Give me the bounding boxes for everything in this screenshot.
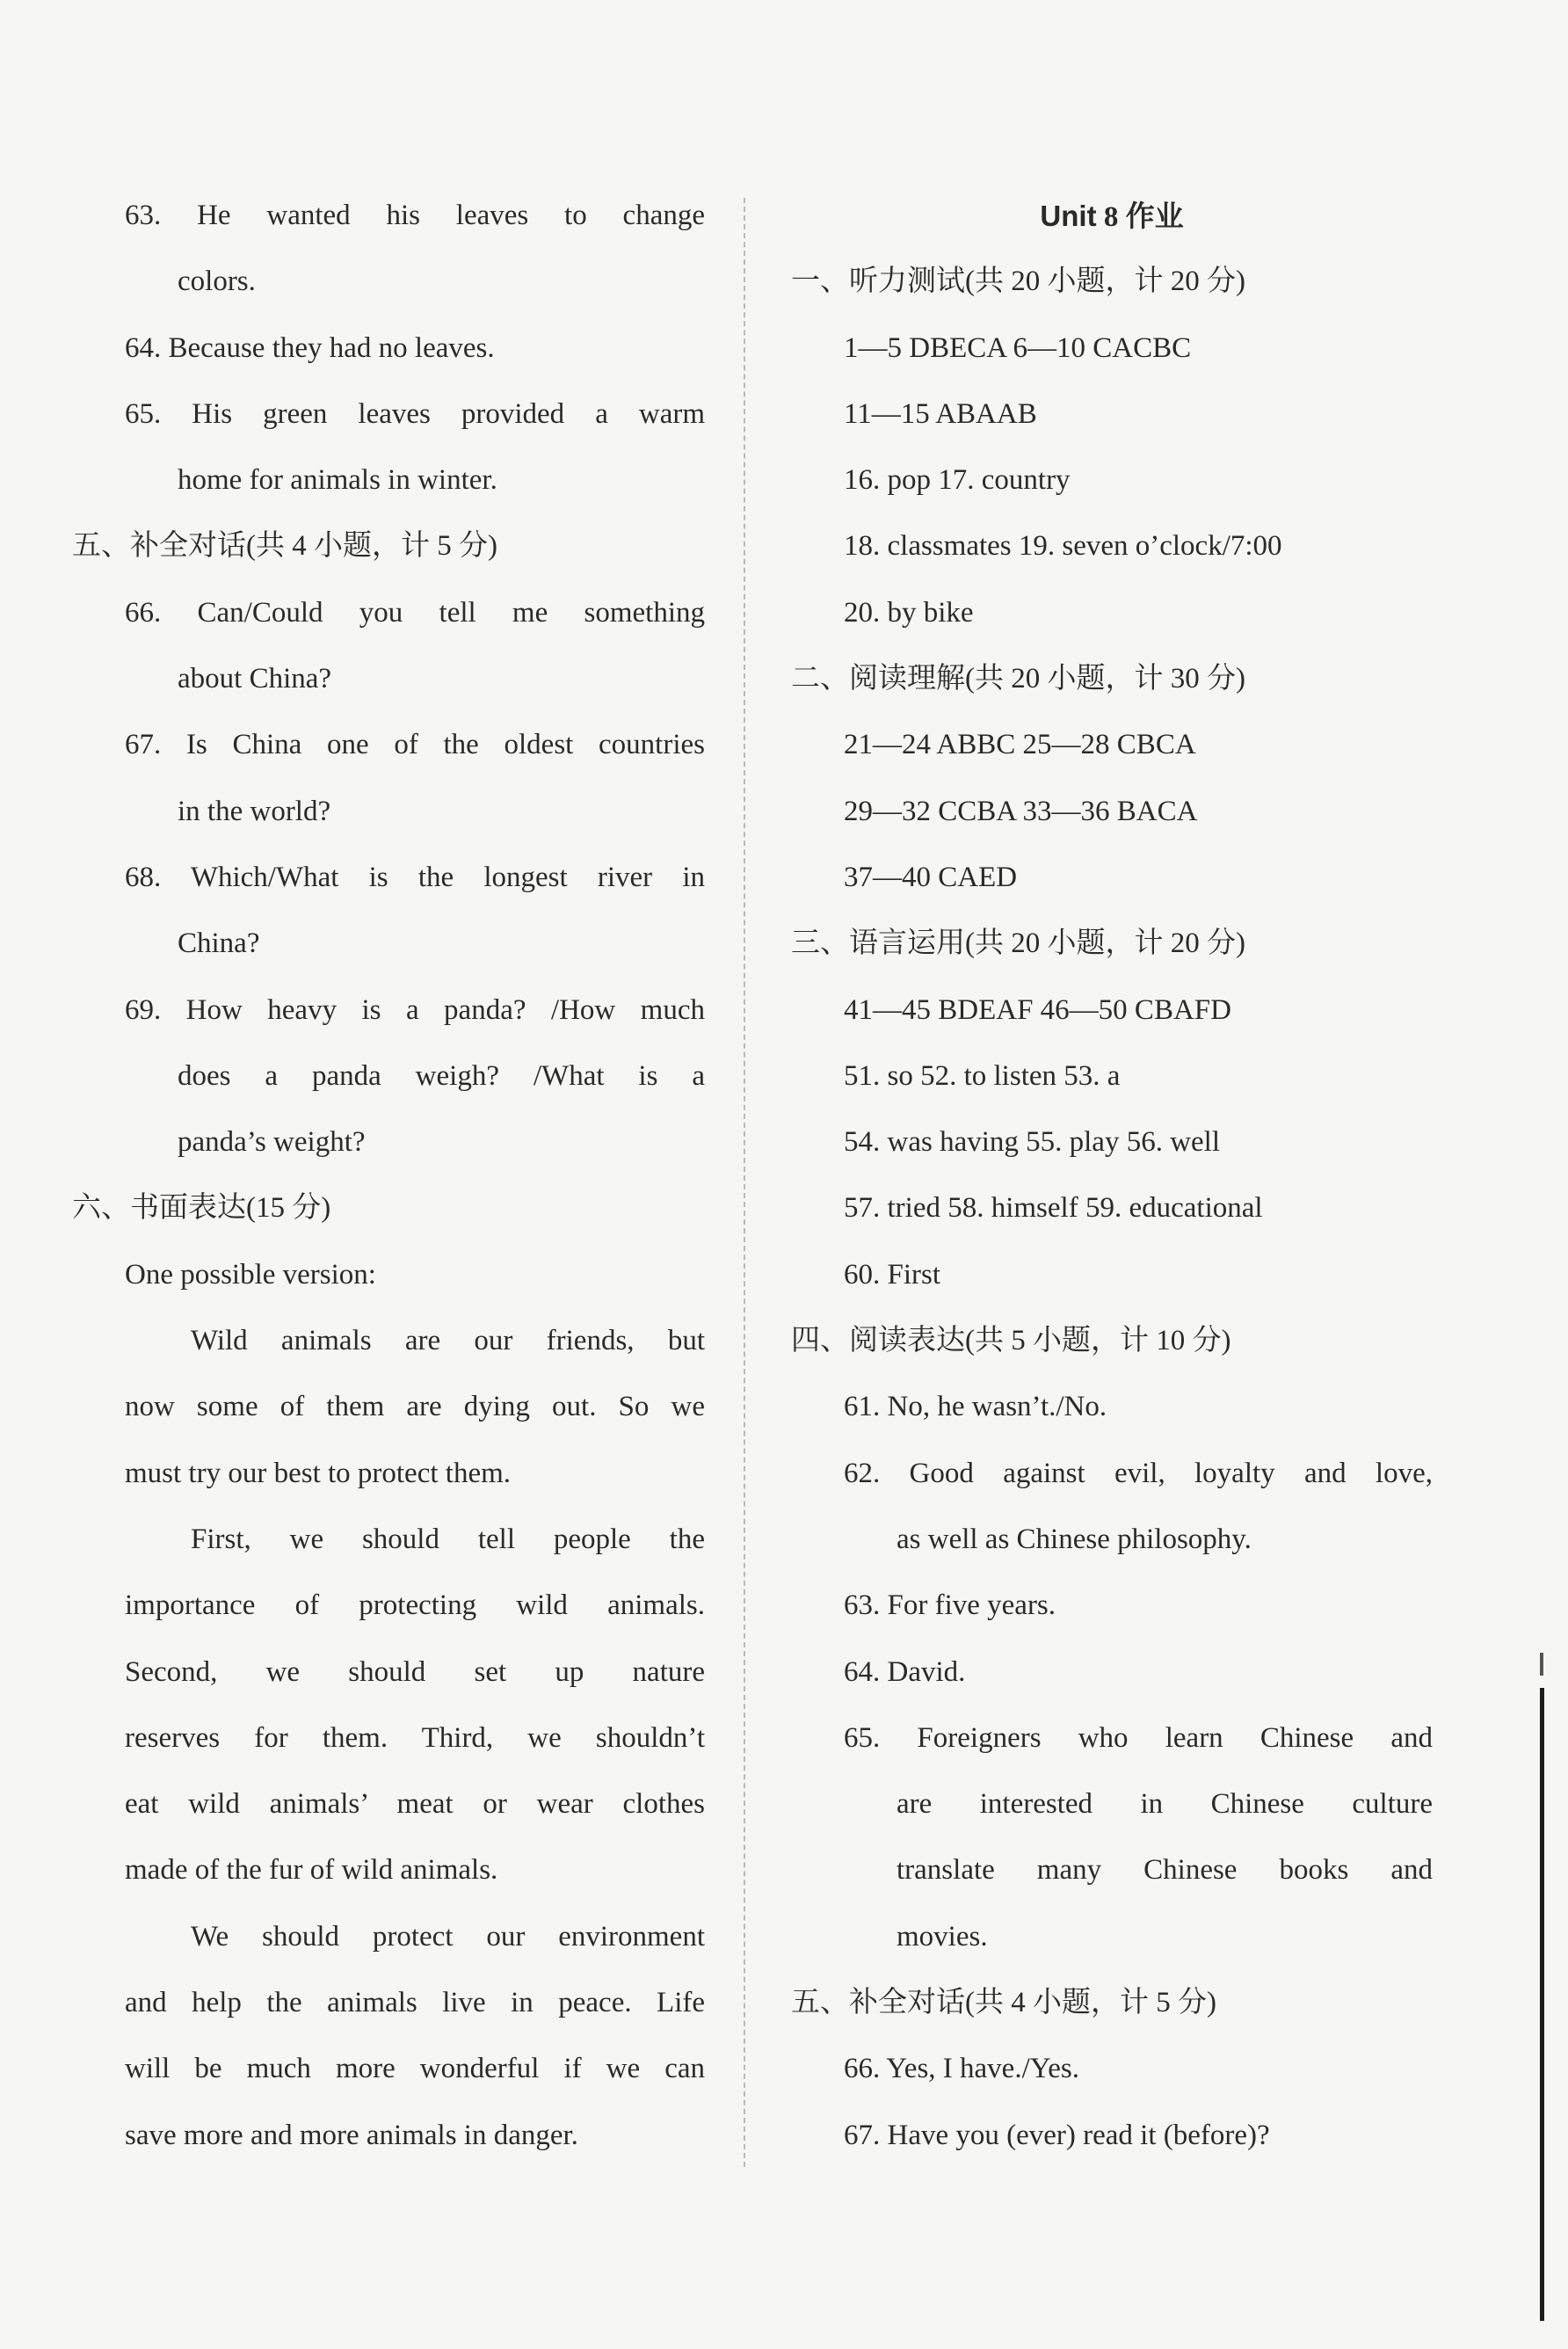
answer-line: movies. (897, 1920, 988, 1953)
section-heading: 五、补全对话(共 4 小题，计 5 分) (72, 530, 497, 563)
answer-line: 65. His green leaves provided a warm (125, 397, 705, 430)
section-heading: 二、阅读理解(共 20 小题，计 30 分) (791, 663, 1245, 695)
answer-line: 57. tried 58. himself 59. educational (844, 1192, 1263, 1225)
answer-line: 61. No, he wasn’t./No. (844, 1391, 1107, 1423)
answer-line: in the world? (178, 795, 331, 827)
answer-line: reserves for them. Third, we shouldn’t (125, 1721, 705, 1754)
answer-line: 64. Because they had no leaves. (125, 331, 495, 364)
unit-title (791, 183, 1433, 249)
unit-title-unit: Unit (1040, 200, 1097, 232)
answer-line: 63. For five years. (844, 1589, 1056, 1622)
answer-line: 41—45 BDEAF 46—50 CBAFD (844, 993, 1231, 1026)
answer-line: 51. so 52. to listen 53. a (844, 1059, 1121, 1092)
answer-line: 18. classmates 19. seven o’clock/7:00 (844, 530, 1282, 563)
page-edge-mark (1540, 1688, 1544, 2321)
answer-line: made of the fur of wild animals. (125, 1854, 498, 1887)
answer-line: does a panda weigh? /What is a (178, 1059, 705, 1092)
answer-line: 69. How heavy is a panda? /How much (125, 993, 705, 1026)
section-heading: 一、听力测试(共 20 小题，计 20 分) (791, 265, 1245, 298)
answer-line: colors. (178, 265, 256, 298)
answer-line: must try our best to protect them. (125, 1457, 512, 1489)
answer-line: 64. David. (844, 1655, 966, 1688)
answer-line: Second, we should set up nature (125, 1655, 705, 1688)
answer-line: 67. Have you (ever) read it (before)? (844, 2119, 1270, 2151)
answer-line: 65. Foreigners who learn Chinese and (844, 1721, 1433, 1754)
unit-title-rest: 8 作业 (1096, 201, 1184, 233)
answer-line: 60. First (844, 1258, 941, 1291)
answer-line: about China? (178, 663, 332, 695)
answer-line: 16. pop 17. country (844, 464, 1071, 497)
answer-line: 66. Can/Could you tell me something (125, 596, 705, 629)
answer-line: translate many Chinese books and (897, 1854, 1433, 1887)
answer-line: 20. by bike (844, 596, 974, 629)
answer-line: save more and more animals in danger. (125, 2119, 578, 2151)
answer-line: 66. Yes, I have./Yes. (844, 2053, 1080, 2085)
answer-line: 67. Is China one of the oldest countries (125, 729, 705, 761)
section-heading: 四、阅读表达(共 5 小题，计 10 分) (791, 1325, 1231, 1357)
answer-line: 37—40 CAED (844, 861, 1018, 893)
right-column (791, 183, 1433, 2169)
section-heading: 三、语言运用(共 20 小题，计 20 分) (791, 927, 1245, 960)
answer-line: One possible version: (125, 1258, 376, 1291)
answer-line: home for animals in winter. (178, 464, 497, 497)
answer-line: 11—15 ABAAB (844, 397, 1037, 430)
column-divider (744, 198, 745, 2167)
answer-line: Wild animals are our friends, but (191, 1325, 705, 1357)
answer-line: 63. He wanted his leaves to change (125, 200, 705, 231)
answer-line: eat wild animals’ meat or wear clothes (125, 1788, 705, 1821)
section-heading: 五、补全对话(共 4 小题，计 5 分) (791, 1987, 1216, 2019)
answer-line: 29—32 CCBA 33—36 BACA (844, 795, 1198, 827)
answer-line: and help the animals live in peace. Life (125, 1987, 705, 2019)
answer-line: 54. was having 55. play 56. well (844, 1126, 1221, 1159)
answer-line: panda’s weight? (178, 1126, 366, 1159)
answer-line: will be much more wonderful if we can (125, 2053, 705, 2085)
answer-line: 21—24 ABBC 25—28 CBCA (844, 729, 1196, 761)
answer-line: 68. Which/What is the longest river in (125, 861, 705, 893)
answer-line: China? (178, 927, 260, 960)
answer-line: now some of them are dying out. So we (125, 1391, 705, 1423)
section-heading: 六、书面表达(15 分) (72, 1192, 331, 1225)
answer-line: importance of protecting wild animals. (125, 1589, 705, 1622)
answer-line: as well as Chinese philosophy. (897, 1523, 1252, 1555)
answer-line: 62. Good against evil, loyalty and love, (844, 1457, 1433, 1489)
left-column (72, 183, 705, 2169)
answer-line: First, we should tell people the (191, 1523, 705, 1555)
answer-line: We should protect our environment (191, 1920, 705, 1953)
answer-line: are interested in Chinese culture (897, 1788, 1433, 1821)
answer-line: 1—5 DBECA 6—10 CACBC (844, 331, 1192, 364)
page-edge-mark-small (1540, 1653, 1543, 1676)
